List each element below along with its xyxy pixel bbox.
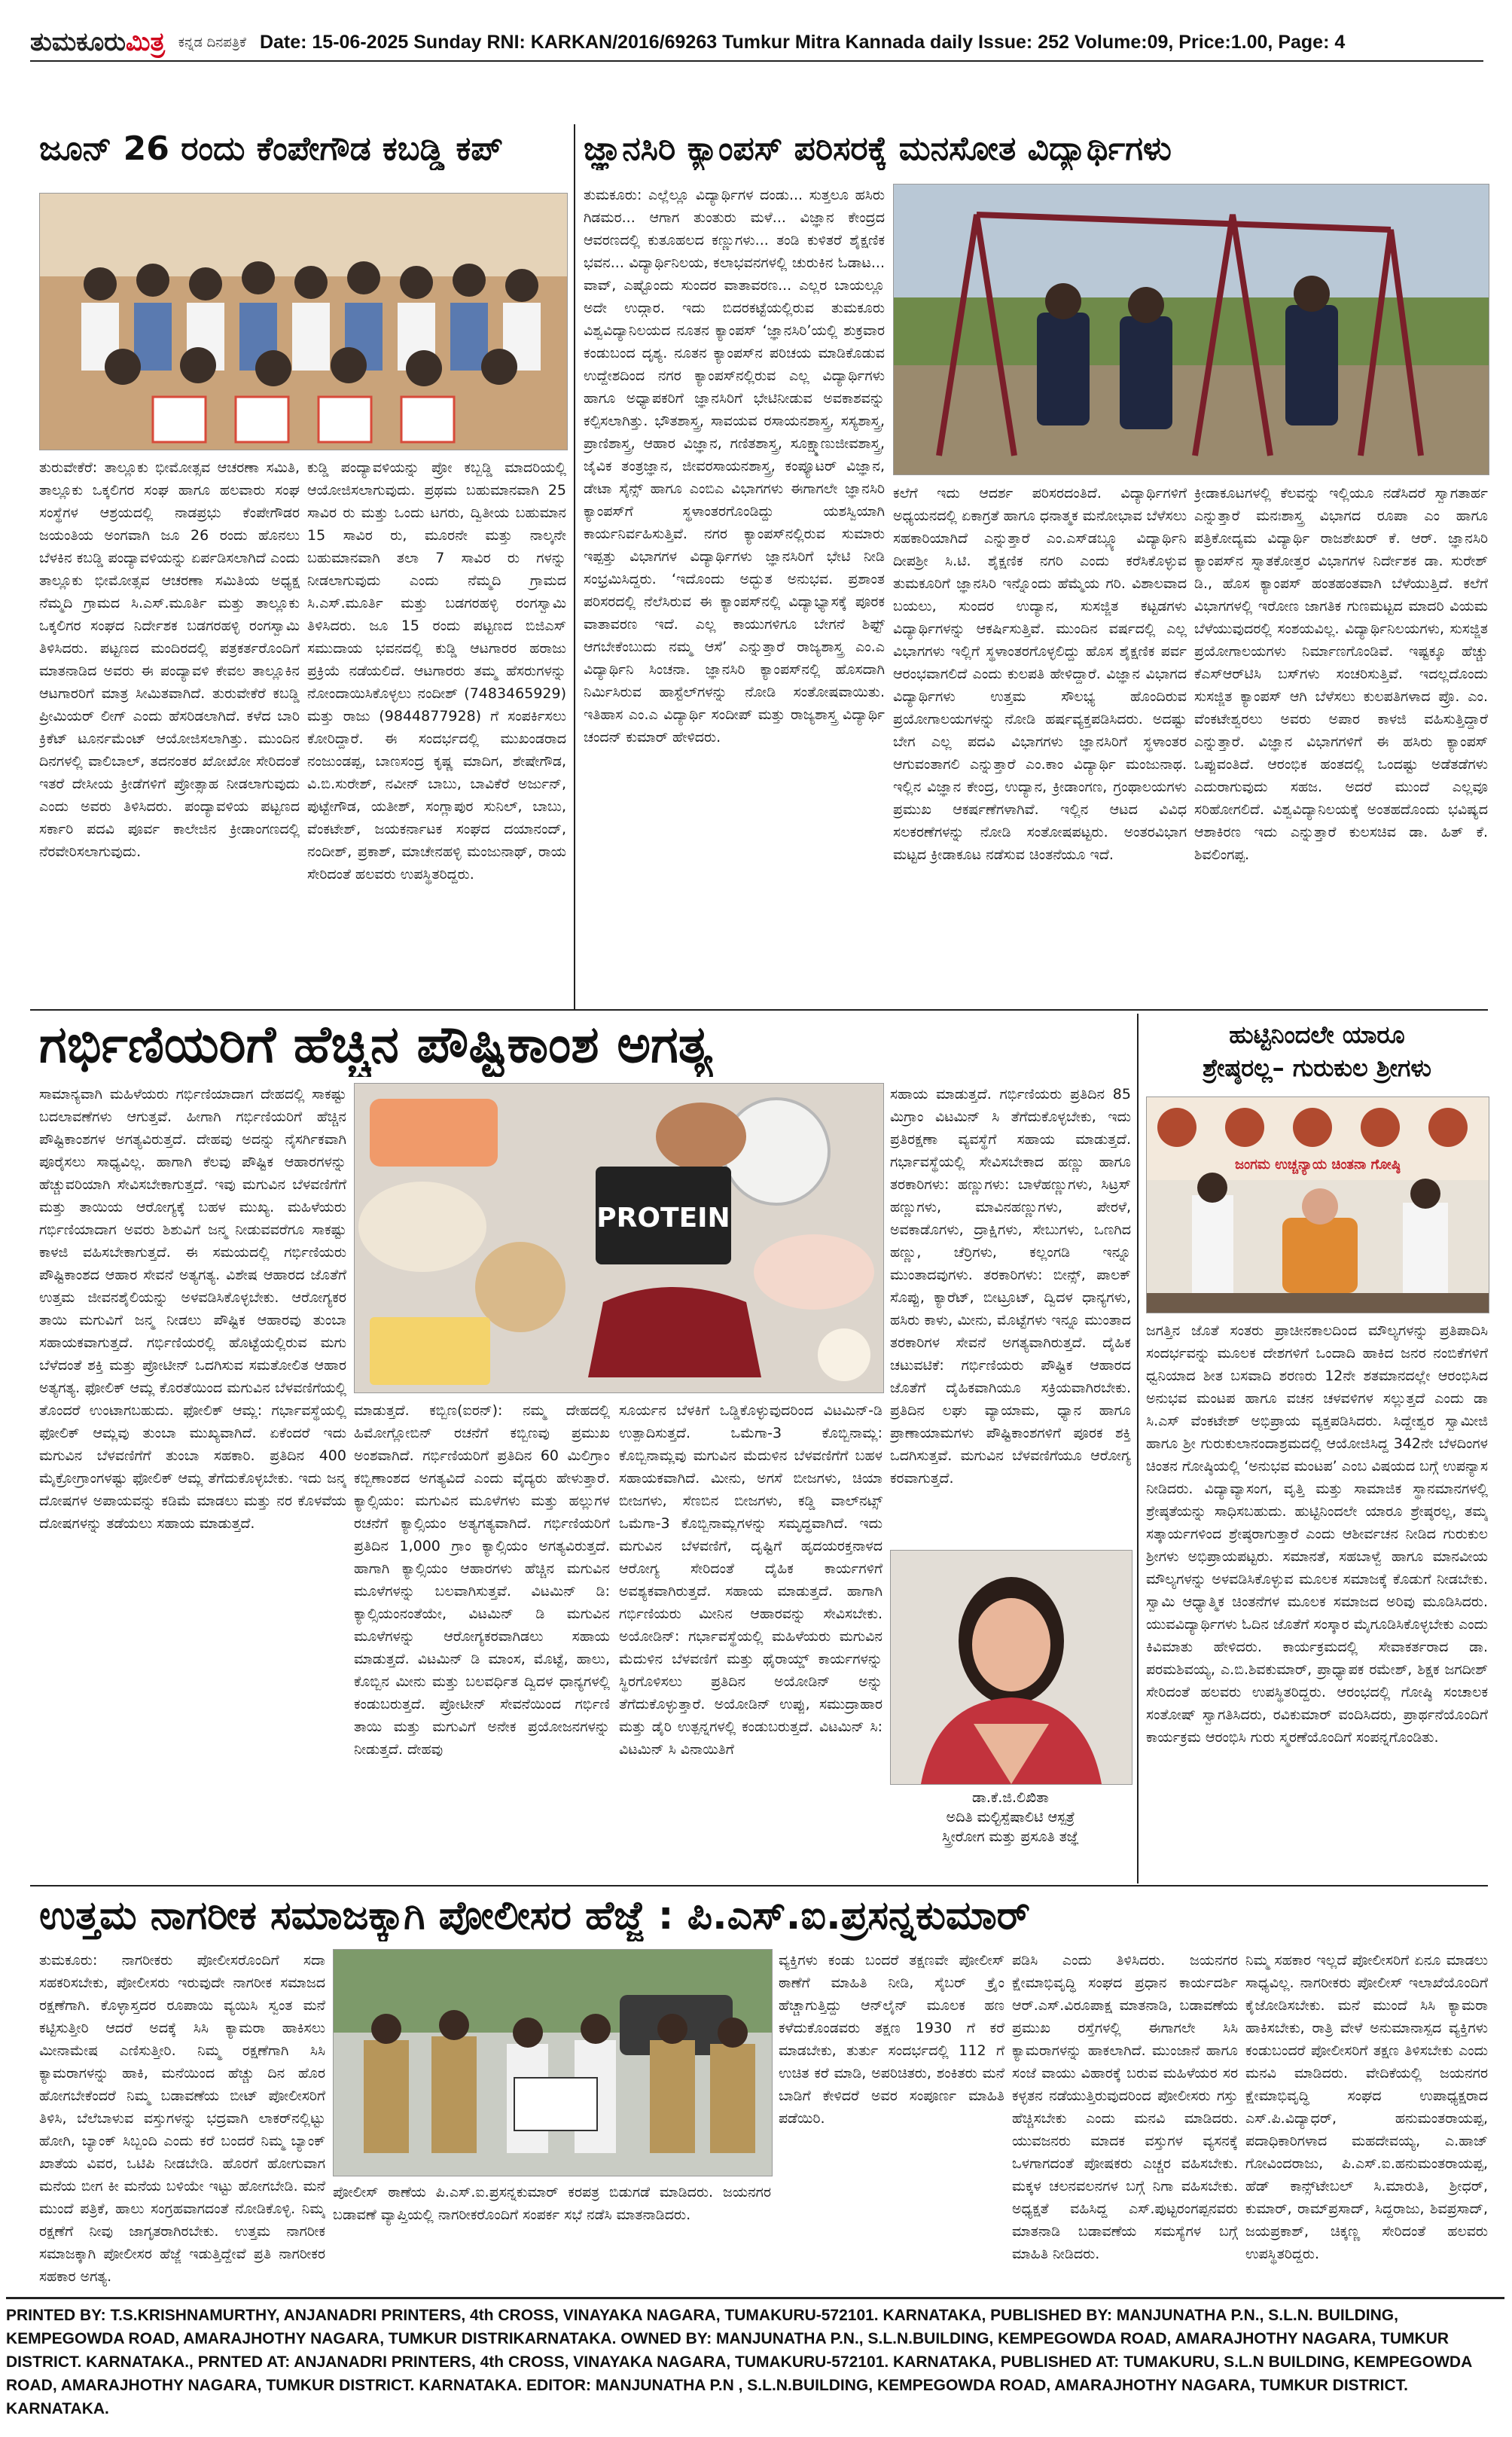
police-body-col1: ತುಮಕೂರು: ನಾಗರೀಕರು ಪೋಲೀಸರೊಂದಿಗೆ ಸದಾ ಸಹಕರಿಸಬೇಕು, ಪೋಲೀಸರು ಇರುವುದೇ ನಾಗರೀಕ ಸಮಾಜದ ರಕ್ಷಣೆಗಾಗಿ. ಕೊಳ್ಳಾಸ್ತದರ ರೂಪಾಯಿ ವ್ಯಯಿಸಿ ಸ್ವಂತ ಮನೆ ಕಟ್ಟಿಸುತ್ತೀರಿ ಆದರೆ ಅದಕ್ಕೆ ಸಿಸಿ ಕ್ಯಾಮರಾ ಹಾಕಿಸಲು ಮೀನಾಮೇಷ ಎಣಿಸುತ್ತೀರಿ. ನಿಮ್ಮ ರಕ್ಷಣೆಗಾಗಿ ಸಿಸಿ ಕ್ಯಾಮರಾಗಳನ್ನು ಹಾಕಿ, ಮನೆಯಿಂದ ಹೆಚ್ಚು ದಿನ ಹೊರ ಹೋಗಬೇಕೆಂದರೆ ನಿಮ್ಮ ಬಡಾವಣೆಯ ಬೀಟ್ ಪೋಲೀಸರಿಗೆ ತಿಳಿಸಿ, ಬೆಲೆಬಾಳುವ ವಸ್ತುಗಳನ್ನು ಭದ್ರವಾಗಿ ಲಾಕರ್‌ನಲ್ಲಿಟ್ಟು ಹೋಗಿ, ಬ್ಯಾಂಕ್ ಸಿಬ್ಬಂದಿ ಎಂದು ಕರೆ ಬಂದರೆ ನಿಮ್ಮ ಬ್ಯಾಂಕ್ ಖಾತೆಯ ವಿವರ, ಒಟಿಪಿ ನೀಡಬೇಡಿ. ಹೊರಗೆ ಹೋಗುವಾಗ ಮನೆಯ ಬೀಗ ಕೀ ಮನೆಯ ಬಳಿಯೇ ಇಟ್ಟು ಹೋಗಬೇಡಿ. ಮನೆ ಮುಂದೆ ಪತ್ರಿಕೆ, ಹಾಲು ಸಂಗ್ರಹವಾಗದಂತೆ ನೋಡಿಕೊಳ್ಳಿ. ನಿಮ್ಮ ರಕ್ಷಣೆಗೆ ನೀವು ಜಾಗೃತರಾಗಿರಬೇಕು. ಉತ್ತಮ ನಾಗರೀಕ ಸಮಾಜಕ್ಕಾಗಿ ಪೋಲೀಸರ ಹೆಜ್ಜೆ ಇಡುತ್ತಿದ್ದೇವೆ ಪ್ರತಿ ನಾಗರೀಕರ ಸಹಕಾರ ಅಗತ್ಯ. <box>39 1952 325 2285</box>
event-stage-illustration <box>1147 1097 1489 1313</box>
campus-headline: ಜ್ಞಾನಸಿರಿ ಕ್ಯಾಂಪಸ್ ಪರಿಸರಕ್ಕೆ ಮನಸೋತ ವಿದ್ಯಾರ್ಥಿಗಳು <box>584 130 1172 168</box>
event-banner-text: ಜಂಗಮ ಉಚ್ಚನ್ಯಾಯ ಚಿಂತನಾ ಗೋಷ್ಠಿ <box>1235 1157 1401 1173</box>
nutrition-headline: ಗರ್ಭಿಣಿಯರಿಗೆ ಹೆಚ್ಚಿನ ಪೌಷ್ಟಿಕಾಂಶ ಅಗತ್ಯ <box>39 1015 713 1075</box>
gurukula-body: ಜಗತ್ತಿನ ಜೊತೆ ಸಂತರು ಪ್ರಾಚೀನಕಾಲದಿಂದ ಮೌಲ್ಯಗಳನ್ನು ಪ್ರತಿಪಾದಿಸಿ ಸಂದರ್ಭವನ್ನು ಮೂಲಕ ದೇಶಗಳಿಗೆ ಒಂದಾದಿ ಹಾಕಿದ ಜನರ ನಂಬಿಕೆಗಳಿಗೆ ಧ್ವನಿಯಾದ ಶೀತ ಬಸವಾದಿ ಶರಣರು 12ನೇ ಶತಮಾನದಲ್ಲೇ ಆರಂಭಿಸಿದ ಅನುಭವ ಮಂಟಪ ಹಾಗೂ ವಚನ ಚಳವಳಿಗಳ ಸಲ್ಲುತ್ತದೆ ಎಂದು ಡಾ ಸಿ.ಎಸ್ ವೆಂಕಟೇಶ್ ಅಭಿಪ್ರಾಯ ವ್ಯಕ್ತಪಡಿಸಿದರು. ಸಿದ್ದೇಶ್ವರ ಸ್ವಾಮೀಜಿ ಹಾಗೂ ಶ್ರೀ ಗುರುಕುಲಾನಂದಾಶ್ರಮದಲ್ಲಿ ಆಯೋಜಿಸಿದ್ದ 342ನೇ ಬೆಳದಿಂಗಳ ಚಿಂತನ ಗೋಷ್ಠಿಯಲ್ಲಿ ‘ಅನುಭವ ಮಂಟಪ’ ಎಂಬ ವಿಷಯದ ಬಗ್ಗೆ ಉಪನ್ಯಾಸ ನೀಡಿದರು. ವಿದ್ಯಾವ್ಯಾಸಂಗ, ವೃತ್ತಿ ಮತ್ತು ಸಾಮಾಜಿಕ ಸ್ಥಾನಮಾನಗಳಲ್ಲಿ ಶ್ರೇಷ್ಠತೆಯನ್ನು ಸಾಧಿಸಬಹುದು. ಹುಟ್ಟಿನಿಂದಲೇ ಯಾರೂ ಶ್ರೇಷ್ಠರಲ್ಲ, ತಮ್ಮ ಸತ್ಕಾರ್ಯಗಳಿಂದ ಶ್ರೇಷ್ಠರಾಗುತ್ತಾರೆ ಎಂದು ಆಶೀರ್ವಚನ ನೀಡಿದ ಗುರುಕುಲ ಶ್ರೀಗಳು ಅಭಿಪ್ರಾಯಪಟ್ಟರು. ಸಮಾನತೆ, ಸಹಬಾಳ್ವೆ ಹಾಗೂ ಮಾನವೀಯ ಮೌಲ್ಯಗಳನ್ನು ಅಳವಡಿಸಿಕೊಳ್ಳುವ ಮೂಲಕ ಸಮಾಜಕ್ಕೆ ಕೊಡುಗೆ ನೀಡಬೇಕು. ಸ್ವಾಮಿ ಆಧ್ಯಾತ್ಮಿಕ ಚಿಂತನೆಗಳ ಮೂಲಕ ಸಮಾಜದ ಅರಿವು ಮೂಡಿಸಿದರು. ಯುವವಿದ್ಯಾರ್ಥಿಗಳು ಓದಿನ ಜೊತೆಗೆ ಸಂಸ್ಕಾರ ಮೈಗೂಡಿಸಿಕೊಳ್ಳಬೇಕು ಎಂದು ಕಿವಿಮಾತು ಹೇಳಿದರು. ಕಾರ್ಯಕ್ರಮದಲ್ಲಿ ಸೇವಾಕರ್ತರಾದ ಡಾ. ಪರಮಶಿವಯ್ಯ, ಎ.ಬಿ.ಶಿವಕುಮಾರ್, ಪ್ರಾಧ್ಯಾಪಕ ರಮೇಶ್, ಶಿಕ್ಷಕ ಜಗದೀಶ್ ಸೇರಿದಂತೆ ಹಲವರು ಉಪಸ್ಥಿತರಿದ್ದರು. ಆರಂಭದಲ್ಲಿ ಗೋಷ್ಠಿ ಸಂಚಾಲಕ ಸಂತೋಷ್ ಸ್ವಾಗತಿಸಿದರು, ರವಿಕುಮಾರ್ ವಂದಿಸಿದರು, ಪ್ರಾರ್ಥನೆಯೊಂದಿಗೆ ಕಾರ್ಯಕ್ರಮ ಆರಂಭಿಸಿ ಗುರು ಸ್ಮರಣೆಯೊಂದಿಗೆ ಸಂಪನ್ನಗೊಂಡಿತು. <box>1146 1322 1488 1746</box>
police-body-col3: ಪಡಿಸಿ ಎಂದು ತಿಳಿಸಿದರು. ಜಯನಗರ ಕ್ಷೇಮಾಭಿವೃದ್ಧಿ ಸಂಘದ ಪ್ರಧಾನ ಕಾರ್ಯದರ್ಶಿ ಆರ್.ಎಸ್.ವಿರೂಪಾಕ್ಷ ಮಾತನಾಡಿ, ಬಡಾವಣೆಯ ಪ್ರಮುಖ ರಸ್ತೆಗಳಲ್ಲಿ ಈಗಾಗಲೇ ಸಿಸಿ ಕ್ಯಾಮರಾಗಳನ್ನು ಹಾಕಲಾಗಿದೆ. ಮುಂಜಾನೆ ಹಾಗೂ ಸಂಜೆ ವಾಯು ವಿಹಾರಕ್ಕೆ ಬರುವ ಮಹಿಳೆಯರ ಸರ ಕಳ್ಳತನ ನಡೆಯುತ್ತಿರುವುದರಿಂದ ಪೋಲೀಸರು ಗಸ್ತು ಹೆಚ್ಚಿಸಬೇಕು ಎಂದು ಮನವಿ ಮಾಡಿದರು. ಯುವಜನರು ಮಾದಕ ವಸ್ತುಗಳ ವ್ಯಸನಕ್ಕೆ ಒಳಗಾಗದಂತೆ ಪೋಷಕರು ಎಚ್ಚರ ವಹಿಸಬೇಕು. ಮಕ್ಕಳ ಚಲನವಲನಗಳ ಬಗ್ಗೆ ನಿಗಾ ವಹಿಸಬೇಕು. ಅಧ್ಯಕ್ಷತೆ ವಹಿಸಿದ್ದ ಎಸ್.ಪುಟ್ಟರಂಗಪ್ಪನವರು ಮಾತನಾಡಿ ಬಡಾವಣೆಯ ಸಮಸ್ಯೆಗಳ ಬಗ್ಗೆ ಮಾಹಿತಿ ನೀಡಿದರು. <box>1012 1952 1238 2262</box>
issue-info: Date: 15-06-2025 Sunday RNI: KARKAN/2016/69263 Tumkur Mitra Kannada daily Issue: 252 Volume:09, Price:1.00, Page: 4 <box>259 31 1346 53</box>
kabaddi-press-meet-photo <box>39 193 568 450</box>
doctor-specialty: ಸ್ತ್ರೀರೋಗ ಮತ್ತು ಪ್ರಸೂತಿ ತಜ್ಞೆ <box>942 1829 1079 1845</box>
logo-text-main: ತುಮಕೂರು <box>30 27 126 57</box>
police-headline: ಉತ್ತಮ ನಾಗರೀಕ ಸಮಾಜಕ್ಕಾಗಿ ಪೋಲೀಸರ ಹೆಜ್ಜೆ : ಪಿ.ಎಸ್.ಐ.ಪ್ರಸನ್ನಕುಮಾರ್ <box>39 1893 1031 1938</box>
police-body-col2: ವ್ಯಕ್ತಿಗಳು ಕಂಡು ಬಂದರೆ ತಕ್ಷಣವೇ ಪೋಲೀಸ್ ಠಾಣೆಗೆ ಮಾಹಿತಿ ನೀಡಿ, ಸೈಬರ್ ಕ್ರೈಂ ಹೆಚ್ಚಾಗುತ್ತಿದ್ದು ಆನ್‌ಲೈನ್ ಮೂಲಕ ಹಣ ಕಳೆದುಕೊಂಡವರು ತಕ್ಷಣ 1930 ಗೆ ಕರೆ ಮಾಡಬೇಕು, ತುರ್ತು ಸಂದರ್ಭದಲ್ಲಿ 112 ಗೆ ಉಚಿತ ಕರೆ ಮಾಡಿ, ಅಪರಿಚಿತರು, ಶಂಕಿತರು ಮನೆ ಬಾಡಿಗೆ ಕೇಳಿದರೆ ಅವರ ಸಂಪೂರ್ಣ ಮಾಹಿತಿ ಪಡೆಯಿರಿ. <box>779 1952 1004 2127</box>
campus-body-col3: ಕ್ರೀಡಾಕೂಟಗಳಲ್ಲಿ ಕೆಲವನ್ನು ಇಲ್ಲಿಯೂ ನಡೆಸಿದರೆ ಸ್ವಾಗತಾರ್ಹ ಎನ್ನುತ್ತಾರೆ ಮನಃಶಾಸ್ತ್ರ ವಿಭಾಗದ ರೂಪಾ ಎಂ ಹಾಗೂ ಪತ್ರಿಕೋದ್ಯಮ ವಿದ್ಯಾರ್ಥಿ ರಾಜಶೇಖರ್ ಕೆ. ಆರ್. ಜ್ಞಾನಸಿರಿ ಕ್ಯಾಂಪಸ್‌ನ ಸ್ನಾತಕೋತ್ತರ ವಿಭಾಗಗಳ ನಿರ್ದೇಶಕ ಡಾ. ಸುರೇಶ್ ಡಿ., ಹೊಸ ಕ್ಯಾಂಪಸ್ ಹಂತಹಂತವಾಗಿ ಬೆಳೆಯುತ್ತಿದೆ. ಕಲೆಗೆ ವಿಭಾಗಗಳಲ್ಲಿ ಇರೋಣ ಜಾಗತಿಕ ಗುಣಮಟ್ಟದ ಮಾದರಿ ವಿಯಮ ಬೆಳೆಯುವುದರಲ್ಲಿ ಸಂಶಯವಿಲ್ಲ. ವಿದ್ಯಾರ್ಥಿನಿಲಯಗಳು, ಸುಸಜ್ಜಿತ ಪ್ರಯೋಗಾಲಯಗಳು ನಿರ್ಮಾಣಗೊಂಡಿವೆ. ಇಷ್ಟಕ್ಕೂ ಹೆಚ್ಚು ಕೆಎಸ್‌ಆರ್‌ಟಿಸಿ ಬಸ್‌ಗಳು ಸಂಚರಿಸುತ್ತಿವೆ. ಇದಲ್ಲದೊಂದು ಸುಸಜ್ಜಿತ ಕ್ಯಾಂಪಸ್ ಆಗಿ ಬೆಳೆಸಲು ಕುಲಪತಿಗಳಾದ ಪ್ರೊ. ಎಂ. ವೆಂಕಟೇಶ್ವರಲು ಅವರು ಅಪಾರ ಕಾಳಜಿ ವಹಿಸುತ್ತಿದ್ದಾರೆ ಎನ್ನುತ್ತಾರೆ. ವಿಜ್ಞಾನ ವಿಭಾಗಗಳಿಗೆ ಈ ಹಸಿರು ಕ್ಯಾಂಪಸ್ ಒಪ್ಪುವಂತಿದೆ. ಆರಂಭಿಕ ಹಂತದಲ್ಲಿ ಒಂದಷ್ಟು ಅಡೆತಡೆಗಳು ಎದುರಾಗುವುದು ಸಹಜ. ಅದರೆ ಮುಂದೆ ಎಲ್ಲವೂ ಸರಿಹೋಗಲಿದೆ. ವಿಶ್ವವಿದ್ಯಾನಿಲಯಕ್ಕೆ ಅಂತಹದೊಂದು ಭವಿಷ್ಯದ ಆಶಾಕಿರಣ ಇದು ಎನ್ನುತ್ತಾರೆ ಕುಲಸಚಿವ ಡಾ. ಹಿತ್ ಕೆ. ಶಿವಲಿಂಗಪ್ಪ. <box>1194 485 1488 863</box>
section-rule <box>30 1885 1488 1886</box>
masthead <box>30 24 1483 62</box>
gurukula-event-photo <box>1146 1096 1489 1313</box>
doctor-hospital: ಅದಿತಿ ಮಲ್ಟಿಸ್ಪೆಷಾಲಿಟಿ ಆಸ್ಪತ್ರೆ <box>946 1809 1075 1825</box>
police-community-meeting-photo <box>333 1949 773 2176</box>
doctor-portrait-illustration <box>891 1551 1132 1784</box>
police-meeting-illustration <box>334 1950 772 2176</box>
doctor-caption <box>890 1788 1131 1847</box>
campus-students-swings-photo <box>893 184 1489 475</box>
kabaddi-headline: ಜೂನ್ 26 ರಂದು ಕೆಂಪೇಗೌಡ ಕಬಡ್ಡಿ ಕಪ್ <box>39 130 503 168</box>
protein-foods-illustration <box>355 1084 883 1392</box>
gurukula-headline-line2: ಶ್ರೇಷ್ಠರಲ್ಲ– ಗುರುಕುಲ ಶ್ರೀಗಳು <box>1203 1054 1431 1082</box>
doctor-portrait-photo <box>890 1550 1132 1785</box>
doctor-name: ಡಾ.ಕೆ.ಜಿ.ಲಿಖಿತಾ <box>972 1789 1049 1806</box>
protein-foods-photo <box>354 1083 884 1393</box>
students-on-swings-illustration <box>894 185 1489 474</box>
kabaddi-body-col2: ಕುಡ್ಡಿ ಪಂದ್ಯಾವಳಿಯನ್ನು ಪ್ರೋ ಕಬ್ಬಡ್ಡಿ ಮಾದರಿಯಲ್ಲಿ ಆಯೋಜಿಸಲಾಗುವುದು. ಪ್ರಥಮ ಬಹುಮಾನವಾಗಿ 25 ಸಾವಿರ ರು ಮತ್ತು ಒಂದು ಟಗರು, ದ್ವಿತೀಯ ಬಹುಮಾನ 15 ಸಾವಿರ ರು, ಮೂರನೇ ಮತ್ತು ನಾಲ್ಕನೇ ಬಹುಮಾನವಾಗಿ ತಲಾ 7 ಸಾವಿರ ರು ಗಳನ್ನು ನೀಡಲಾಗುವುದು ಎಂದು ನೆಮ್ಮದಿ ಗ್ರಾಮದ ಸಿ.ಎಸ್.ಮೂರ್ತಿ ಮತ್ತು ಬಡಗರಹಳ್ಳಿ ರಂಗಸ್ವಾಮಿ ತಿಳಿಸಿದರು. ಜೂ 15 ರಂದು ಪಟ್ಟಣದ ಬಿಜಿಎಸ್ ಸಮುದಾಯ ಭವನದಲ್ಲಿ ಕುಡ್ಡಿ ಆಟಗಾರರ ಹರಾಜು ಪ್ರಕ್ರಿಯೆ ನಡೆಯಲಿದೆ. ಆಟಗಾರರು ತಮ್ಮ ಹೆಸರುಗಳನ್ನು ನೋಂದಾಯಿಸಿಕೊಳ್ಳಲು ನಂದೀಶ್ (7483465929) ಮತ್ತು ರಾಜು (9844877928) ಗೆ ಸಂಪರ್ಕಿಸಲು ಕೋರಿದ್ದಾರೆ. ಈ ಸಂದರ್ಭದಲ್ಲಿ ಮುಖಂಡರಾದ ನಂಜುಂಡಪ್ಪ, ಬಾಣಸಂದ್ರ ಕೃಷ್ಣ ಮಾದಿಗ, ಶೇಷೇಗೌಡ, ವಿ.ಬಿ.ಸುರೇಶ್, ನವೀನ್ ಬಾಬು, ಬಾವಿಕೆರೆ ಅರ್ಜುನ್, ಪುಟ್ಟೇಗೌಡ, ಯತೀಶ್, ಸಂಗ್ಲಾಪುರ ಸುನಿಲ್, ಬಾಬು, ವೆಂಕಟೇಶ್, ಜಯಕರ್ನಾಟಕ ಸಂಘದ ದಯಾನಂದ್, ನಂದೀಶ್, ಪ್ರಕಾಶ್, ಮಾಚೇನಹಳ್ಳಿ ಮಂಜುನಾಥ್, ರಾಯ ಸೇರಿದಂತೆ ಹಲವರು ಉಪಸ್ಥಿತರಿದ್ದರು. <box>307 459 566 883</box>
printer-imprint: PRINTED BY: T.S.KRISHNAMURTHY, ANJANADRI PRINTERS, 4th CROSS, VINAYAKA NAGARA, TUMAKURU-572101. KARNATAKA, PUBLISHED BY: MANJUNATHA P.N., S.L.N. BUILDING, KEMPEGOWDA ROAD, AMARAJHOTHY NAGARA, TUMKUR DISTRIKARNATAKA. OWNED BY: MANJUNATHA P.N., S.L.N.BUILDING, KEMPEGOWDA ROAD, AMARAJHOTHY NAGARA, TUMKUR DISTRICT. KARNATAKA., PRNTED AT: ANJANADRI PRINTERS, 4th CROSS, VINAYAKA NAGARA, TUMAKURU-572101. KARNATAKA, PUBLISHED AT: TUMAKURU, S.L.N BUILDING, KEMPEGOWDA ROAD, AMARAJHOTHY NAGARA, TUMKUR DISTRICT. KARNATAKA. EDITOR: MANJUNATHA P.N , S.L.N.BUILDING, KEMPEGOWDA ROAD, AMARAJHOTHY NAGARA, TUMKUR DISTRICT. KARNATAKA. <box>6 2297 1504 2420</box>
column-divider <box>1137 1014 1139 1883</box>
logo-text-accent: ಮಿತ್ರ <box>125 27 165 57</box>
nutrition-body-col4: ಸೂರ್ಯನ ಬೆಳಕಿಗೆ ಒಡ್ಡಿಕೊಳ್ಳುವುದರಿಂದ ವಿಟಮಿನ್-ಡಿ ಉತ್ಪಾದಿಸುತ್ತದೆ. ಒಮೆಗಾ-3 ಕೊಬ್ಬಿನಾಮ್ಲ: ಕೊಬ್ಬಿನಾಮ್ಲವು ಮಗುವಿನ ಮೆದುಳಿನ ಬೆಳವಣಿಗೆಗೆ ಬಹಳ ಸಹಾಯಕವಾಗಿದೆ. ಮೀನು, ಅಗಸೆ ಬೀಜಗಳು, ಚಿಯಾ ಬೀಜಗಳು, ಸೆಣಬಿನ ಬೀಜಗಳು, ಕಡ್ಡಿ ವಾಲ್‌ನಟ್ಸ್ ಒಮೆಗಾ-3 ಕೊಬ್ಬಿನಾಮ್ಲಗಳನ್ನು ಸಮೃದ್ಧವಾಗಿದೆ. ಇದು ಮಗುವಿನ ಬೆಳವಣಿಗೆ, ದೃಷ್ಟಿಗೆ ಹೃದಯರಕ್ತನಾಳದ ಆರೋಗ್ಯ ಸೇರಿದಂತೆ ದೈಹಿಕ ಕಾರ್ಯಗಳಿಗೆ ಅವಶ್ಯಕವಾಗಿರುತ್ತದೆ. ಸಹಾಯ ಮಾಡುತ್ತದೆ. ಹಾಗಾಗಿ ಗರ್ಭಿಣಿಯರು ಮೀನಿನ ಆಹಾರವನ್ನು ಸೇವಿಸಬೇಕು. ಅಯೋಡಿನ್: ಗರ್ಭಾವಸ್ಥೆಯಲ್ಲಿ ಮಹಿಳೆಯರು ಮಗುವಿನ ಮೆದುಳಿನ ಬೆಳವಣಿಗೆ ಮತ್ತು ಥೈರಾಯ್ಡ್ ಕಾರ್ಯಗಳನ್ನು ಸ್ಥಿರಗೊಳಿಸಲು ಪ್ರತಿದಿನ ಅಯೋಡಿನ್ ಅನ್ನು ತೆಗೆದುಕೊಳ್ಳುತ್ತಾರೆ. ಅಯೋಡಿನ್ ಉಪ್ಪು, ಸಮುದ್ರಾಹಾರ ಮತ್ತು ಡೈರಿ ಉತ್ಪನ್ನಗಳಲ್ಲಿ ಕಂಡುಬರುತ್ತದೆ. ವಿಟಮಿನ್ ಸಿ: ವಿಟಮಿನ್ ಸಿ ವಿನಾಯಿತಿಗೆ <box>619 1402 883 1758</box>
police-photo-caption: ಪೋಲೀಸ್ ಠಾಣೆಯ ಪಿ.ಎಸ್.ಐ.ಪ್ರಸನ್ನಕುಮಾರ್ ಕರಪತ್ರ ಬಿಡುಗಡೆ ಮಾಡಿದರು. ಜಯನಗರ ಬಡಾವಣೆ ವ್ಯಾಪ್ತಿಯಲ್ಲಿ ನಾಗರೀಕರೊಂದಿಗೆ ಸಂಪರ್ಕ ಸಭೆ ನಡೆಸಿ ಮಾತನಾಡಿದರು. <box>333 2184 771 2223</box>
section-rule <box>30 1009 1488 1011</box>
protein-chalkboard-label: PROTEIN <box>596 1203 730 1234</box>
campus-body-col2: ಕಲೆಗೆ ಇದು ಆದರ್ಶ ಪರಿಸರದಂತಿದೆ. ವಿದ್ಯಾರ್ಥಿಗಳಿಗೆ ಅಧ್ಯಯನದಲ್ಲಿ ಏಕಾಗ್ರತೆ ಹಾಗೂ ಧನಾತ್ಮಕ ಮನೋಭಾವ ಬೆಳೆಸಲು ಸಹಕಾರಿಯಾಗಿದೆ ಎನ್ನುತ್ತಾರೆ ಎಂ.ಎಸ್‌ಡಬ್ಲ್ಯೂ ವಿದ್ಯಾರ್ಥಿನಿ ದೀಪಶ್ರೀ ಸಿ.ಟಿ. ಶೈಕ್ಷಣಿಕ ನಗರಿ ಎಂದು ಕರೆಸಿಕೊಳ್ಳುವ ತುಮಕೂರಿಗೆ ಜ್ಞಾನಸಿರಿ ಇನ್ನೊಂದು ಹೆಮ್ಮೆಯ ಗರಿ. ವಿಶಾಲವಾದ ಬಯಲು, ಸುಂದರ ಉದ್ಯಾನ, ಸುಸಜ್ಜಿತ ಕಟ್ಟಡಗಳು ವಿದ್ಯಾರ್ಥಿಗಳನ್ನು ಆಕರ್ಷಿಸುತ್ತಿವೆ. ಮುಂದಿನ ವರ್ಷದಲ್ಲಿ ಎಲ್ಲ ವಿಭಾಗಗಳು ಇಲ್ಲಿಗೆ ಸ್ಥಳಾಂತರಗೊಳ್ಳಲಿದ್ದು ಹೊಸ ಶೈಕ್ಷಣಿಕ ಪರ್ವ ಆರಂಭವಾಗಲಿದೆ ಎಂದು ಕುಲಪತಿ ಹೇಳಿದ್ದಾರೆ. ವಿಜ್ಞಾನ ವಿಭಾಗದ ವಿದ್ಯಾರ್ಥಿಗಳು ಉತ್ತಮ ಸೌಲಭ್ಯ ಹೊಂದಿರುವ ಪ್ರಯೋಗಾಲಯಗಳನ್ನು ನೋಡಿ ಹರ್ಷವ್ಯಕ್ತಪಡಿಸಿದರು. ಅದಷ್ಟು ಬೇಗ ಎಲ್ಲ ಪದವಿ ವಿಭಾಗಗಳು ಜ್ಞಾನಸಿರಿಗೆ ಸ್ಥಳಾಂತರ ಆಗುವಂತಾಗಲಿ ಎನ್ನುತ್ತಾರೆ ಎಂ.ಕಾಂ ವಿದ್ಯಾರ್ಥಿ ಮಂಜುನಾಥ. ಇಲ್ಲಿನ ವಿಜ್ಞಾನ ಕೇಂದ್ರ, ಉದ್ಯಾನ, ಕ್ರೀಡಾಂಗಣ, ಗ್ರಂಥಾಲಯಗಳು ಪ್ರಮುಖ ಆಕರ್ಷಣೆಗಳಾಗಿವೆ. ಇಲ್ಲಿನ ಆಟದ ವಿವಿಧ ಸಲಕರಣೆಗಳನ್ನು ನೋಡಿ ಸಂತೋಷಪಟ್ಟರು. ಅಂತರವಿಭಾಗ ಮಟ್ಟದ ಕ್ರೀಡಾಕೂಟ ನಡೆಸುವ ಚಿಂತನೆಯೂ ಇದೆ. <box>893 485 1187 863</box>
column-divider <box>574 124 575 1009</box>
group-photo-illustration <box>40 194 567 450</box>
nutrition-body-col1: ಸಾಮಾನ್ಯವಾಗಿ ಮಹಿಳೆಯರು ಗರ್ಭಿಣಿಯಾದಾಗ ದೇಹದಲ್ಲಿ ಸಾಕಷ್ಟು ಬದಲಾವಣೆಗಳು ಆಗುತ್ತವೆ. ಹೀಗಾಗಿ ಗರ್ಭಿಣಿಯರಿಗೆ ಹೆಚ್ಚಿನ ಪೌಷ್ಟಿಕಾಂಶಗಳ ಅಗತ್ಯವಿರುತ್ತದೆ. ದೇಹವು ಅದನ್ನು ನೈಸರ್ಗಿಕವಾಗಿ ಪೂರೈಸಲು ಸಾಧ್ಯವಿಲ್ಲ. ಹಾಗಾಗಿ ಕೆಲವು ಪೌಷ್ಟಿಕ ಆಹಾರಗಳನ್ನು ಹೆಚ್ಚುವರಿಯಾಗಿ ಸೇವಿಸಬೇಕಾಗುತ್ತದೆ. ಇವು ಮಗುವಿನ ಬೆಳವಣಿಗೆಗೆ ಮತ್ತು ತಾಯಿಯ ಆರೋಗ್ಯಕ್ಕೆ ಬಹಳ ಮುಖ್ಯ. ಮಹಿಳೆಯರು ಗರ್ಭಿಣಿಯಾದಾಗ ಅವರು ಶಿಶುವಿಗೆ ಜನ್ಮ ನೀಡುವವರೆಗೂ ಸಾಕಷ್ಟು ಕಾಳಜಿ ವಹಿಸಬೇಕಾಗುತ್ತದೆ. ಈ ಸಮಯದಲ್ಲಿ ಗರ್ಭಿಣಿಯರು ಪೌಷ್ಟಿಕಾಂಶದ ಆಹಾರ ಸೇವನೆ ಅತ್ಯಗತ್ಯ. ವಿಶೇಷ ಆಹಾರದ ಜೊತೆಗೆ ಉತ್ತಮ ಜೀವನಶೈಲಿಯನ್ನು ಅಳವಡಿಸಿಕೊಳ್ಳಬೇಕು. ಆರೋಗ್ಯಕರ ತಾಯಿ ಮಗುವಿಗೆ ಜನ್ಮ ನೀಡಲು ಪೌಷ್ಟಿಕ ಆಹಾರವು ತುಂಬಾ ಸಹಾಯಕವಾಗುತ್ತದೆ. ಗರ್ಭಿಣಿಯರಲ್ಲಿ ಹೊಟ್ಟೆಯಲ್ಲಿರುವ ಮಗು ಬೆಳೆದಂತೆ ಶಕ್ತಿ ಮತ್ತು ಪ್ರೋಟೀನ್ ಒದಗಿಸುವ ಸಮತೋಲಿತ ಆಹಾರ ಅತ್ಯಗತ್ಯ. ಫೋಲಿಕ್ ಆಮ್ಲ ಕೊರತೆಯಿಂದ ಮಗುವಿನ ಬೆಳವಣಿಗೆಯಲ್ಲಿ ತೊಂದರೆ ಉಂಟಾಗಬಹುದು. ಫೋಲಿಕ್ ಆಮ್ಲ: ಗರ್ಭಾವಸ್ಥೆಯಲ್ಲಿ ಫೋಲಿಕ್ ಆಮ್ಲವು ತುಂಬಾ ಮುಖ್ಯವಾಗಿದೆ. ಏಕೆಂದರೆ ಇದು ಮಗುವಿನ ಬೆಳವಣಿಗೆಗೆ ತುಂಬಾ ಸಹಕಾರಿ. ಪ್ರತಿದಿನ 400 ಮೈಕ್ರೋಗ್ರಾಂಗಳಷ್ಟು ಫೋಲಿಕ್ ಆಮ್ಲ ತೆಗೆದುಕೊಳ್ಳಬೇಕು. ಇದು ಜನ್ಮ ದೋಷಗಳ ಅಪಾಯವನ್ನು ಕಡಿಮೆ ಮಾಡಲು ಮತ್ತು ನರ ಕೊಳವೆಯ ದೋಷಗಳನ್ನು ತಡೆಯಲು ಸಹಾಯ ಮಾಡುತ್ತದೆ. <box>39 1086 346 1532</box>
logo-subtitle: ಕನ್ನಡ ದಿನಪತ್ರಿಕೆ <box>178 34 246 50</box>
newspaper-logo <box>30 27 165 57</box>
nutrition-body-col2: ಮಾಡುತ್ತದೆ. ಕಬ್ಬಿಣ(ಐರನ್): ನಮ್ಮ ದೇಹದಲ್ಲಿ ಹಿಮೋಗ್ಲೋಬಿನ್ ರಚನೆಗೆ ಕಬ್ಬಿಣವು ಪ್ರಮುಖ ಅಂಶವಾಗಿದೆ. ಗರ್ಭಿಣಿಯರಿಗೆ ಪ್ರತಿದಿನ 60 ಮಿಲಿಗ್ರಾಂ ಕಬ್ಬಿಣಾಂಶದ ಅಗತ್ಯವಿದೆ ಎಂದು ವೈದ್ಯರು ಹೇಳುತ್ತಾರೆ. ಕ್ಯಾಲ್ಸಿಯಂ: ಮಗುವಿನ ಮೂಳೆಗಳು ಮತ್ತು ಹಲ್ಲುಗಳ ರಚನೆಗೆ ಕ್ಯಾಲ್ಸಿಯಂ ಅತ್ಯಗತ್ಯವಾಗಿದೆ. ಗರ್ಭಿಣಿಯರಿಗೆ ಪ್ರತಿದಿನ 1,000 ಗ್ರಾಂ ಕ್ಯಾಲ್ಸಿಯಂ ಅಗತ್ಯವಿರುತ್ತದೆ. ಹಾಗಾಗಿ ಕ್ಯಾಲ್ಸಿಯಂ ಆಹಾರಗಳು ಹೆಚ್ಚಿನ ಮಗುವಿನ ಮೂಳೆಗಳನ್ನು ಬಲವಾಗಿಸುತ್ತವೆ. ವಿಟಮಿನ್ ಡಿ: ಕ್ಯಾಲ್ಸಿಯಂನಂತೆಯೇ, ವಿಟಮಿನ್ ಡಿ ಮಗುವಿನ ಮೂಳೆಗಳನ್ನು ಆರೋಗ್ಯಕರವಾಗಿಡಲು ಸಹಾಯ ಮಾಡುತ್ತದೆ. ವಿಟಮಿನ್ ಡಿ ಮಾಂಸ, ಮೊಟ್ಟೆ, ಹಾಲು, ಕೊಬ್ಬಿನ ಮೀನು ಮತ್ತು ಬಲವರ್ಧಿತ ದ್ವಿದಳ ಧಾನ್ಯಗಳಲ್ಲಿ ಕಂಡುಬರುತ್ತದೆ. ಪ್ರೋಟೀನ್ ಸೇವನೆಯಿಂದ ಗರ್ಭಿಣಿ ತಾಯಿ ಮತ್ತು ಮಗುವಿಗೆ ಅನೇಕ ಪ್ರಯೋಜನಗಳನ್ನು ನೀಡುತ್ತದೆ. ದೇಹವು <box>354 1402 610 1758</box>
campus-body-col1: ತುಮಕೂರು: ಎಲ್ಲೆಲ್ಲೂ ವಿದ್ಯಾರ್ಥಿಗಳ ದಂಡು... ಸುತ್ತಲೂ ಹಸಿರು ಗಿಡಮರ... ಆಗಾಗ ತುಂತುರು ಮಳೆ... ವಿಜ್ಞಾನ ಕೇಂದ್ರದ ಆವರಣದಲ್ಲಿ ಕುತೂಹಲದ ಕಣ್ಣುಗಳು... ತಂಡಿ ಕುಳಿತರೆ ಶೈಕ್ಷಣಿಕ ಭವನ... ವಿದ್ಯಾರ್ಥಿನಿಲಯ, ಕಲಾಭವನಗಳಲ್ಲಿ ಚುರುಕಿನ ಓಡಾಟ... ವಾವ್, ಎಷ್ಟೊಂದು ಸುಂದರ ವಾತಾವರಣ... ಎಲ್ಲರ ಬಾಯಲ್ಲೂ ಅದೇ ಉದ್ಗಾರ. ಇದು ಬಿದರಕಟ್ಟೆಯಲ್ಲಿರುವ ತುಮಕೂರು ವಿಶ್ವವಿದ್ಯಾನಿಲಯದ ನೂತನ ಕ್ಯಾಂಪಸ್ ‘ಜ್ಞಾನಸಿರಿ’ಯಲ್ಲಿ ಶುಕ್ರವಾರ ಕಂಡುಬಂದ ದೃಶ್ಯ. ನೂತನ ಕ್ಯಾಂಪಸ್‌ನ ಪರಿಚಯ ಮಾಡಿಕೊಡುವ ಉದ್ದೇಶದಿಂದ ನಗರ ಕ್ಯಾಂಪಸ್‌ನಲ್ಲಿರುವ ಎಲ್ಲ ವಿದ್ಯಾರ್ಥಿಗಳು ಹಾಗೂ ಅಧ್ಯಾಪಕರಿಗೆ ಜ್ಞಾನಸಿರಿಗೆ ಭೇಟಿನೀಡುವ ಅವಕಾಶವನ್ನು ಕಲ್ಪಿಸಲಾಗಿತ್ತು. ಭೌತಶಾಸ್ತ್ರ, ಸಾವಯವ ರಸಾಯನಶಾಸ್ತ್ರ, ಸಸ್ಯಶಾಸ್ತ್ರ, ಪ್ರಾಣಿಶಾಸ್ತ್ರ, ಆಹಾರ ವಿಜ್ಞಾನ, ಗಣಿತಶಾಸ್ತ್ರ, ಸೂಕ್ಷ್ಮಾಣುಜೀವಶಾಸ್ತ್ರ, ಜೈವಿಕ ತಂತ್ರಜ್ಞಾನ, ಜೀವರಸಾಯನಶಾಸ್ತ್ರ, ಕಂಪ್ಯೂಟರ್ ವಿಜ್ಞಾನ, ಡೇಟಾ ಸೈನ್ಸ್ ಹಾಗೂ ಎಂಬಿಎ ವಿಭಾಗಗಳು ಈಗಾಗಲೇ ಜ್ಞಾನಸಿರಿ ಕ್ಯಾಂಪಸ್‌ಗೆ ಸ್ಥಳಾಂತರಗೊಂಡಿದ್ದು ಯಶಸ್ವಿಯಾಗಿ ಕಾರ್ಯನಿರ್ವಹಿಸುತ್ತಿವೆ. ನಗರ ಕ್ಯಾಂಪಸ್‌ನಲ್ಲಿರುವ ಸುಮಾರು ಇಪ್ಪತ್ತು ವಿಭಾಗಗಳ ವಿದ್ಯಾರ್ಥಿಗಳು ಜ್ಞಾನಸಿರಿಗೆ ಭೇಟಿ ನೀಡಿ ಸಂಭ್ರಮಿಸಿದ್ದರು. ‘ಇದೊಂದು ಅದ್ಭುತ ಅನುಭವ. ಪ್ರಶಾಂತ ಪರಿಸರದಲ್ಲಿ ನೆಲೆಸಿರುವ ಈ ಕ್ಯಾಂಪಸ್‌ನಲ್ಲಿ ವಿದ್ಯಾಭ್ಯಾಸಕ್ಕೆ ಪೂರಕ ವಾತಾವರಣ ಇದೆ. ಎಲ್ಲ ಕಾಯುಗಳಿಗೂ ಬೇಗನೆ ಶಿಫ್ಟ್ ಆಗಬೇಕೆಂಬುದು ನಮ್ಮ ಆಸೆ’ ಎನ್ನುತ್ತಾರೆ ರಾಜ್ಯಶಾಸ್ತ್ರ ಎಂ.ಎ ವಿದ್ಯಾರ್ಥಿನಿ ಸಿಂಚನಾ. ಜ್ಞಾನಸಿರಿ ಕ್ಯಾಂಪಸ್‌ನಲ್ಲಿ ಹೊಸದಾಗಿ ನಿರ್ಮಿಸಿರುವ ಹಾಸ್ಟೆಲ್‌ಗಳನ್ನು ನೋಡಿ ಸಂತೋಷವಾಯಿತು. ಇತಿಹಾಸ ಎಂ.ಎ ವಿದ್ಯಾರ್ಥಿ ಸಂದೀಪ್ ಮತ್ತು ರಾಜ್ಯಶಾಸ್ತ್ರ ವಿದ್ಯಾರ್ಥಿ ಚಂದನ್ ಕುಮಾರ್ ಹೇಳಿದರು. <box>584 187 885 746</box>
kabaddi-body-col1: ತುರುವೇಕೆರೆ: ತಾಲ್ಲೂಕು ಭೀಮೋತ್ಸವ ಆಚರಣಾ ಸಮಿತಿ, ತಾಲ್ಲೂಕು ಒಕ್ಕಲಿಗರ ಸಂಘ ಹಾಗೂ ಹಲವಾರು ಸಂಘ ಸಂಸ್ಥೆಗಳ ಆಶ್ರಯದಲ್ಲಿ ನಾಡಪ್ರಭು ಕೆಂಪೇಗೌಡರ ಜಯಂತಿಯ ಅಂಗವಾಗಿ ಜೂ 26 ರಂದು ಹೊನಲು ಬೆಳಕಿನ ಕಬಡ್ಡಿ ಪಂದ್ಯಾವಳಿಯನ್ನು ಏರ್ಪಡಿಸಲಾಗಿದೆ ಎಂದು ತಾಲ್ಲೂಕು ಭೀಮೋತ್ಸವ ಆಚರಣಾ ಸಮಿತಿಯ ಅಧ್ಯಕ್ಷ ನೆಮ್ಮದಿ ಗ್ರಾಮದ ಸಿ.ಎಸ್.ಮೂರ್ತಿ ಮತ್ತು ತಾಲ್ಲೂಕು ಒಕ್ಕಲಿಗರ ಸಂಘದ ನಿರ್ದೇಶಕ ಬಡಗರಹಳ್ಳಿ ರಂಗಸ್ವಾಮಿ ತಿಳಿಸಿದರು. ಪಟ್ಟಣದ ಮಂದಿರದಲ್ಲಿ ಪತ್ರಕರ್ತರೊಂದಿಗೆ ಮಾತನಾಡಿದ ಅವರು ಈ ಪಂದ್ಯಾವಳಿ ಕೇವಲ ತಾಲ್ಲೂಕಿನ ಆಟಗಾರರಿಗೆ ಮಾತ್ರ ಸೀಮಿತವಾಗಿದೆ. ತುರುವೇಕೆರೆ ಕಬಡ್ಡಿ ಪ್ರೀಮಿಯರ್ ಲೀಗ್ ಎಂದು ಹೆಸರಿಡಲಾಗಿದೆ. ಕಳೆದ ಬಾರಿ ಕ್ರಿಕೆಟ್ ಟೂರ್ನಮೆಂಟ್ ಆಯೋಜಿಸಲಾಗಿತ್ತು. ಮುಂದಿನ ದಿನಗಳಲ್ಲಿ ವಾಲಿಬಾಲ್, ತದನಂತರ ಖೋಖೋ ಸೇರಿದಂತೆ ಇತರೆ ದೇಸೀಯ ಕ್ರೀಡೆಗಳಿಗೆ ಪ್ರೋತ್ಸಾಹ ನೀಡಲಾಗುವುದು ಎಂದು ಅವರು ತಿಳಿಸಿದರು. ಪಂದ್ಯಾವಳಿಯ ಪಟ್ಟಣದ ಸರ್ಕಾರಿ ಪದವಿ ಪೂರ್ವ ಕಾಲೇಜಿನ ಕ್ರೀಡಾಂಗಣದಲ್ಲಿ ನೆರವೇರಿಸಲಾಗುವುದು. <box>39 459 300 860</box>
gurukula-headline-line1: ಹುಟ್ಟಿನಿಂದಲೇ ಯಾರೂ <box>1229 1020 1405 1049</box>
nutrition-body-col3: ಸಹಾಯ ಮಾಡುತ್ತದೆ. ಗರ್ಭಿಣಿಯರು ಪ್ರತಿದಿನ 85 ಮಿಗ್ರಾಂ ವಿಟಮಿನ್ ಸಿ ತೆಗೆದುಕೊಳ್ಳಬೇಕು, ಇದು ಪ್ರತಿರಕ್ಷಣಾ ವ್ಯವಸ್ಥೆಗೆ ಸಹಾಯ ಮಾಡುತ್ತದೆ. ಗರ್ಭಾವಸ್ಥೆಯಲ್ಲಿ ಸೇವಿಸಬೇಕಾದ ಹಣ್ಣು ಹಾಗೂ ತರಕಾರಿಗಳು: ಹಣ್ಣುಗಳು: ಬಾಳೆಹಣ್ಣುಗಳು, ಸಿಟ್ರಸ್ ಹಣ್ಣುಗಳು, ಮಾವಿನಹಣ್ಣುಗಳು, ಪೇರಳೆ, ಅವಕಾಡೊಗಳು, ದ್ರಾಕ್ಷಿಗಳು, ಸೇಬುಗಳು, ಒಣಗಿದ ಹಣ್ಣು, ಚೆರ್ರಿಗಳು, ಕಲ್ಲಂಗಡಿ ಇನ್ನೂ ಮುಂತಾದವುಗಳು. ತರಕಾರಿಗಳು: ಬೀನ್ಸ್, ಪಾಲಕ್ ಸೊಪ್ಪು, ಕ್ಯಾರೆಟ್, ಬೀಟ್ರೂಟ್, ದ್ವಿದಳ ಧಾನ್ಯಗಳು, ಹಸಿರು ಕಾಳು, ಮೀನು, ಮೊಟ್ಟೆಗಳು ಇನ್ನೂ ಮುಂತಾದ ತರಕಾರಿಗಳ ಸೇವನೆ ಅಗತ್ಯವಾಗಿರುತ್ತದೆ. ದೈಹಿಕ ಚಟುವಟಿಕೆ: ಗರ್ಭಿಣಿಯರು ಪೌಷ್ಟಿಕ ಆಹಾರದ ಜೊತೆಗೆ ದೈಹಿಕವಾಗಿಯೂ ಸಕ್ರಿಯವಾಗಿರಬೇಕು. ಪ್ರತಿದಿನ ಲಘು ವ್ಯಾಯಾಮ, ಧ್ಯಾನ ಹಾಗೂ ಪ್ರಾಣಾಯಾಮಗಳು ಪೌಷ್ಟಿಕಾಂಶಗಳಿಗೆ ಪೂರಕ ಶಕ್ತಿ ಒದಗಿಸುತ್ತವೆ. ಮಗುವಿನ ಬೆಳವಣಿಗೆಯೂ ಆರೋಗ್ಯ ಕರವಾಗುತ್ತದೆ. <box>890 1086 1131 1487</box>
police-body-col4: ನಿಮ್ಮ ಸಹಕಾರ ಇಲ್ಲದೆ ಪೋಲೀಸರಿಗೆ ಏನೂ ಮಾಡಲು ಸಾಧ್ಯವಿಲ್ಲ. ನಾಗರೀಕರು ಪೋಲೀಸ್ ಇಲಾಖೆಯೊಂದಿಗೆ ಕೈಜೋಡಿಸಬೇಕು. ಮನೆ ಮುಂದೆ ಸಿಸಿ ಕ್ಯಾಮರಾ ಹಾಕಿಸಬೇಕು, ರಾತ್ರಿ ವೇಳೆ ಅನುಮಾನಾಸ್ಪದ ವ್ಯಕ್ತಿಗಳು ಕಂಡುಬಂದರೆ ಪೋಲೀಸರಿಗೆ ತಕ್ಷಣ ತಿಳಿಸಬೇಕು ಎಂದು ಮನವಿ ಮಾಡಿದರು. ವೇದಿಕೆಯಲ್ಲಿ ಜಯನಗರ ಕ್ಷೇಮಾಭಿವೃದ್ಧಿ ಸಂಘದ ಉಪಾಧ್ಯಕ್ಷರಾದ ಎಸ್.ಪಿ.ವಿದ್ಯಾಧರ್, ಹನುಮಂತರಾಯಪ್ಪ, ಪದಾಧಿಕಾರಿಗಳಾದ ಮಹದೇವಯ್ಯ, ಎ.ಹಾಜ್ ಗೋವಿಂದರಾಜು, ಪಿ.ಎಸ್.ಐ.ಹನುಮಂತರಾಯಪ್ಪ, ಹೆಡ್ ಕಾನ್ಸ್‌ಟೇಬಲ್ ಸಿ.ಮಾರುತಿ, ಶ್ರೀಧರ್, ಕುಮಾರ್, ರಾಮ್‌ಪ್ರಸಾದ್, ಸಿದ್ದರಾಜು, ಶಿವಪ್ರಸಾದ್, ಜಯಪ್ರಕಾಶ್, ಚಿಕ್ಕಣ್ಣ ಸೇರಿದಂತೆ ಹಲವರು ಉಪಸ್ಥಿತರಿದ್ದರು. <box>1245 1952 1488 2262</box>
